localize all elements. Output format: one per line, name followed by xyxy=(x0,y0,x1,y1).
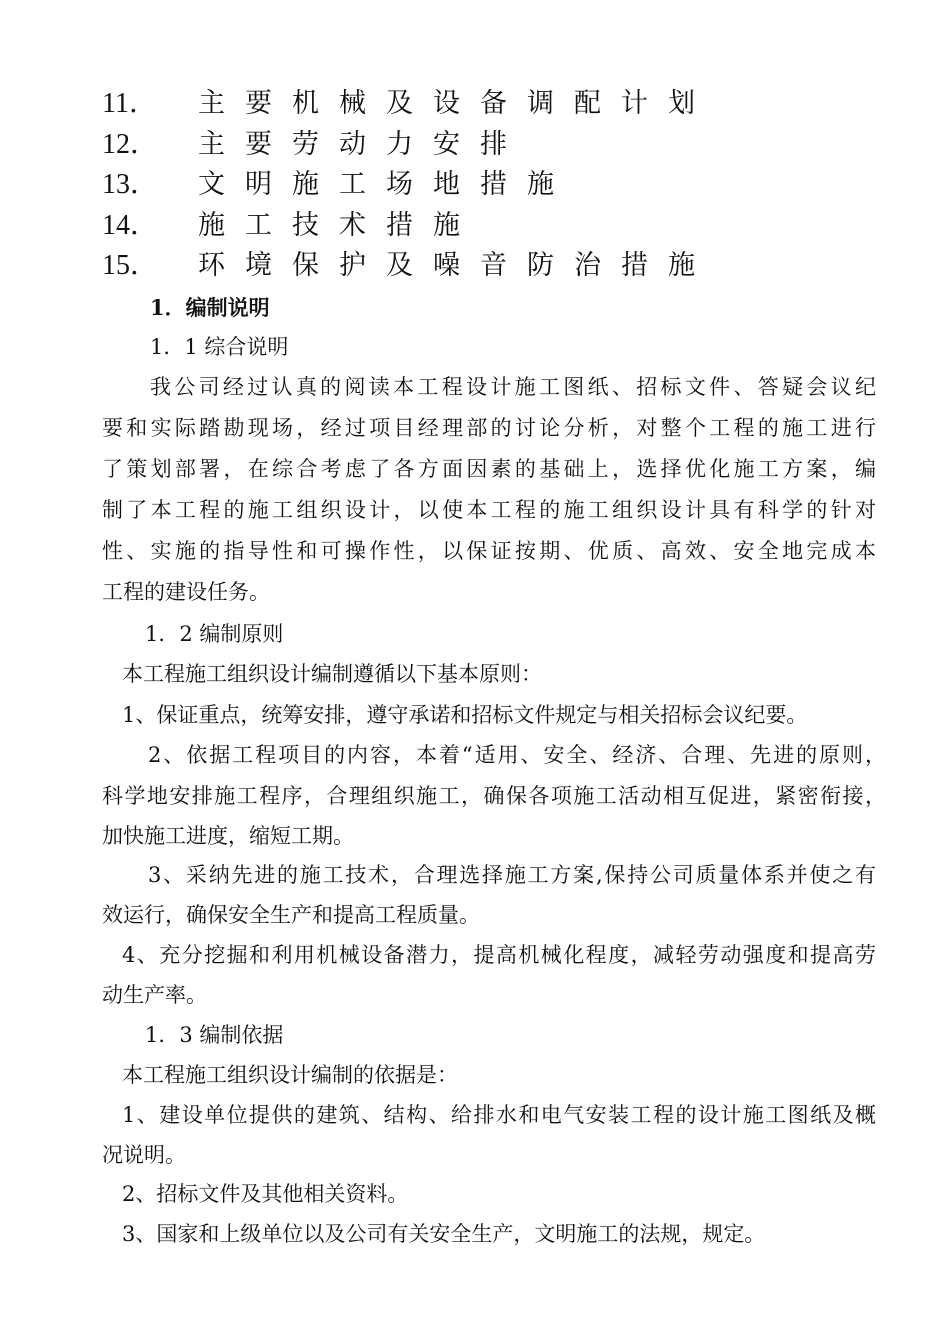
toc-item-11 xyxy=(102,84,715,124)
principles-intro: 本工程施工组织设计编制遵循以下基本原则： xyxy=(122,662,542,686)
toc-item-13 xyxy=(102,165,574,205)
basis-item-3: 3、国家和上级单位以及公司有关安全生产，文明施工的法规，规定。 xyxy=(122,1222,766,1246)
basis-item-1: 1、建设单位提供的建筑、结构、给排水和电气安装工程的设计施工图纸及概 xyxy=(122,1103,876,1127)
principle-item-4: 4、充分挖掘和利用机械设备潜力，提高机械化程度，减轻劳动强度和提高劳 xyxy=(122,943,876,967)
toc-number: 12． xyxy=(102,129,159,160)
toc-title: 环境保护及噪音防治措施 xyxy=(198,250,715,281)
toc-title: 施工技术措施 xyxy=(198,210,480,241)
subsection-heading-1-3: 1．3 编制依据 xyxy=(145,1023,284,1047)
paragraph-line: 制了本工程的施工组织设计，以使本工程的施工组织设计具有科学的针对 xyxy=(102,498,876,522)
toc-number: 14． xyxy=(102,210,159,241)
toc-number: 13． xyxy=(102,169,159,200)
paragraph-line: 性、实施的指导性和可操作性，以保证按期、优质、高效、安全地完成本 xyxy=(102,539,876,563)
paragraph-line: 要和实际踏勘现场，经过项目经理部的讨论分析，对整个工程的施工进行 xyxy=(102,416,876,440)
subsection-heading-1-2: 1．2 编制原则 xyxy=(145,622,284,646)
toc-number: 11． xyxy=(102,88,157,119)
section-heading: 1．编制说明 xyxy=(150,295,270,320)
paragraph-line: 了策划部署，在综合考虑了各方面因素的基础上，选择优化施工方案，编 xyxy=(102,457,876,481)
toc-title: 主要机械及设备调配计划 xyxy=(198,88,715,119)
paragraph-line: 工程的建设任务。 xyxy=(102,580,270,604)
toc-item-12 xyxy=(102,125,527,165)
subsection-heading-1-1: 1．1 综合说明 xyxy=(150,335,289,359)
principle-item-2-cont: 科学地安排施工程序，合理组织施工，确保各项施工活动相互促进，紧密衔接， xyxy=(102,784,886,808)
basis-intro: 本工程施工组织设计编制的依据是： xyxy=(122,1063,458,1087)
toc-item-15 xyxy=(102,246,715,286)
basis-item-2: 2、招标文件及其他相关资料。 xyxy=(122,1182,409,1206)
toc-item-14 xyxy=(102,206,480,246)
principle-item-3: 3、采纳先进的施工技术，合理选择施工方案,保持公司质量体系并使之有 xyxy=(148,863,876,887)
toc-title: 主要劳动力安排 xyxy=(198,129,527,160)
basis-item-1-cont: 况说明。 xyxy=(102,1143,186,1167)
paragraph-line: 我公司经过认真的阅读本工程设计施工图纸、招标文件、答疑会议纪 xyxy=(150,375,876,399)
toc-number: 15． xyxy=(102,250,159,281)
principle-item-1: 1、保证重点，统筹安排，遵守承诺和招标文件规定与相关招标会议纪要。 xyxy=(122,703,808,727)
principle-item-2: 2、依据工程项目的内容，本着“适用、安全、经济、合理、先进的原则， xyxy=(148,743,886,767)
principle-item-4-cont: 动生产率。 xyxy=(102,983,207,1007)
principle-item-2-cont: 加快施工进度，缩短工期。 xyxy=(102,824,354,848)
toc-title: 文明施工场地措施 xyxy=(198,169,574,200)
principle-item-3-cont: 效运行，确保安全生产和提高工程质量。 xyxy=(102,903,480,927)
